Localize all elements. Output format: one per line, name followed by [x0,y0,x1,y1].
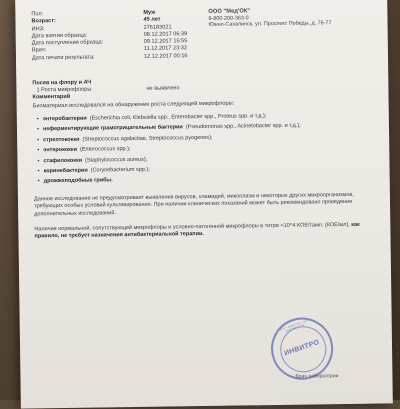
patient-label: Дата печати результата: [31,54,95,62]
list-item: • дрожжеподобные грибы. [34,174,369,189]
doctor-signature-block [295,373,338,380]
list-item: • энтерококки (Enterococcus spp.); [33,143,368,158]
bullet-icon: • [37,157,40,164]
list-item: • энтеробактерии (Escherichia coli, Klebsiella spp., Enterobacter spp., Proteus spp. и т.д.); [33,112,368,127]
patient-value: 11.12.2017 23:32 [143,45,188,53]
bullet-icon: • [36,126,39,133]
patient-label: Врач: [31,47,47,54]
list-item: • стафилококки (Staphylococcus aureus); [33,153,368,168]
test-result-value: не выявлено [146,85,180,92]
test-title: Посев на флору и АЧ [32,79,92,87]
doctor-title: Врач лаборатории [295,373,339,380]
bullet-icon: • [37,178,40,185]
stamp-brand: ИНВИТРО [283,338,321,358]
test-result-label: 1 Роста микрофлоры [36,86,92,94]
note-paragraph-1: Данное исследование не предусматривает выявления вирусов, хламидий, микоплазм и некоторых других микроорганизмов, требующих особых условий культивирования. При наличии клинических показаний может быть рекомендовано проведение дополнительных исследований. [33,191,354,218]
patient-label: Возраст: [31,18,56,25]
note-emphasis: как правило, не требует назначения антибактериальной терапии. [34,221,360,240]
list-item: • стрептококки (Streptococcus agalactiae, Streptococcus pyogenes); [33,132,368,147]
bullet-icon: • [37,137,40,144]
patient-value: 45 лет [143,16,161,24]
comment-heading: Комментарий [32,93,71,101]
comment-intro: Биоматериал исследовался на обнаружение роста следующей микрофлоры: [32,100,235,110]
list-item: • неферментирующие грамотрицательные бактерии (Pseudomonas spp., Acinetobacter spp. и т.д.); [33,122,368,137]
patient-label: Пол: [31,11,44,18]
patient-info [31,9,187,62]
stamp-ring-text: ООО • ИНВИТРО • ДЛЯ ДОКУМЕНТОВ [278,318,310,333]
patient-label: Дата взятия образца: [31,32,88,40]
lab-phone: 8-800-200-363-0 [208,14,249,22]
lab-report-page [15,0,393,409]
bullet-icon: • [36,116,39,123]
test-section [32,78,234,111]
patient-value: 12.12.2017 00:16 [143,52,188,60]
lab-name: ООО "Мед'ОК" [208,8,251,15]
microflora-list [33,112,369,189]
bullet-icon: • [37,168,40,175]
bullet-icon: • [37,147,40,154]
patient-value: Муж [143,9,156,16]
patient-value: 276183021 [143,24,172,31]
list-item: • коринебактерии (Corynebacterium spp.); [34,164,369,179]
patient-row [32,53,188,62]
note-paragraph-2 [34,222,369,241]
patient-value: 08.12.2017 06:39 [143,31,188,38]
lab-address: Южно-Сахалинск, ул. Проспект Победы, д. 76-77 [208,20,332,29]
lab-contact [208,7,331,28]
patient-value: 09.12.2017 15:55 [143,38,188,46]
patient-label: Дата поступления образца: [31,39,104,47]
note-text: Наличие нормальной, сопутствующей микрофлоры и условно-патогенной микрофлоры в титре <10^4 КОЕ/тамп. (КОЕ/мл), [34,221,350,233]
patient-label: ИНЗ: [31,25,45,32]
